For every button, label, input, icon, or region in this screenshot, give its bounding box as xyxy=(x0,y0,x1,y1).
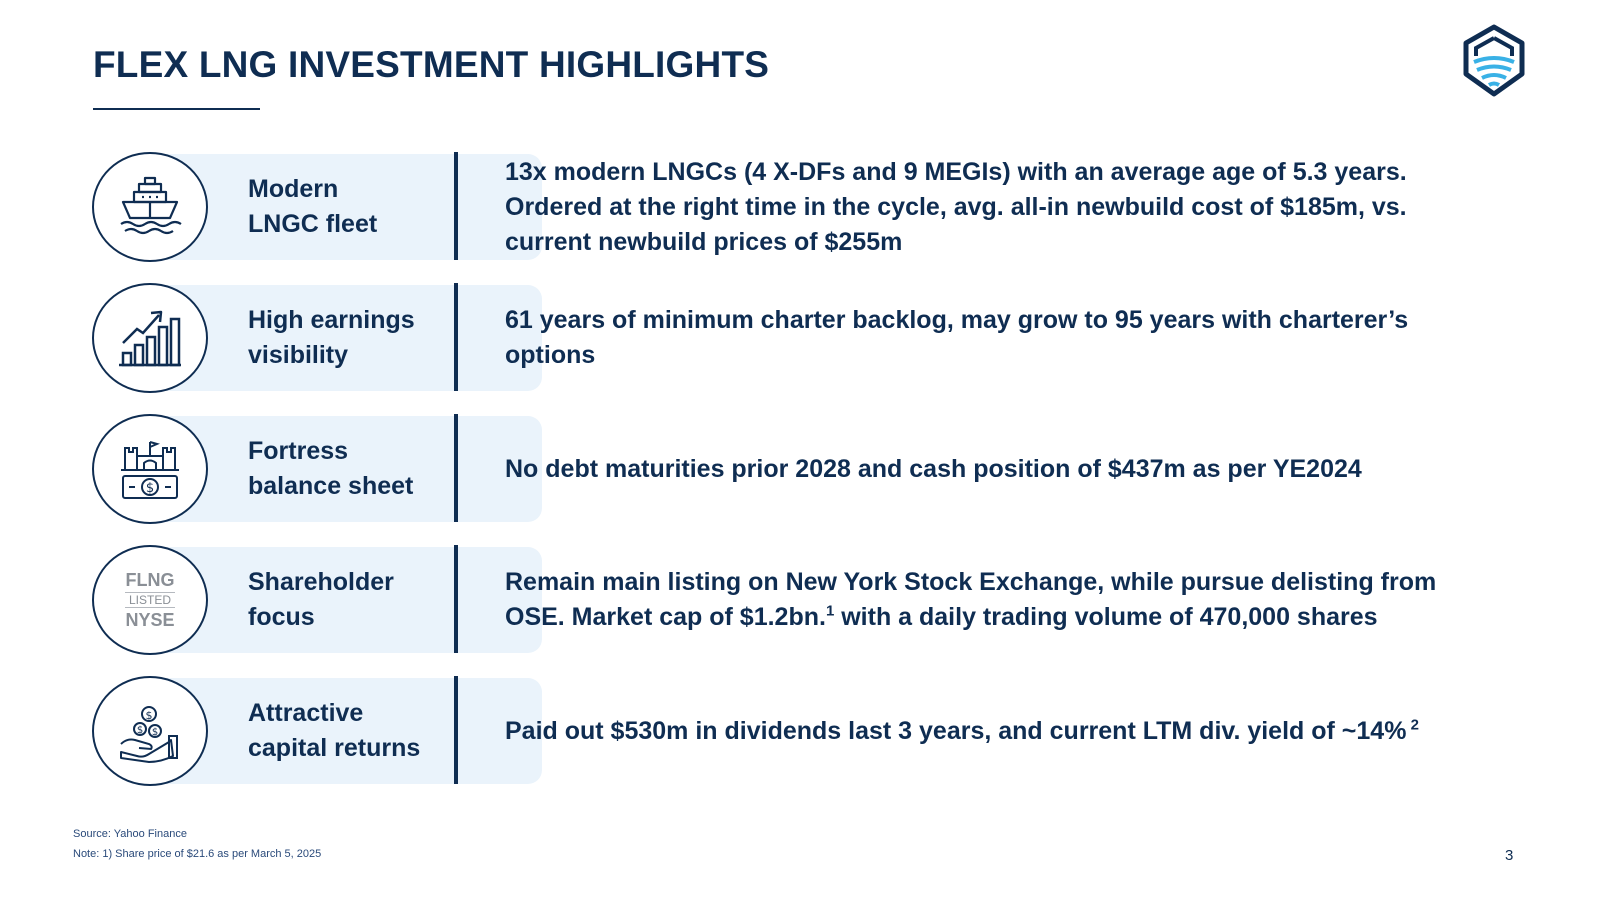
flex-lng-logo-icon xyxy=(1462,24,1526,98)
svg-text:$: $ xyxy=(151,727,159,738)
page-title: FLEX LNG INVESTMENT HIGHLIGHTS xyxy=(93,44,770,85)
ship-icon xyxy=(115,172,185,242)
growth-chart-icon xyxy=(115,303,185,373)
highlight-row-balance-sheet xyxy=(92,414,1492,524)
icon-circle xyxy=(92,545,208,655)
row-divider xyxy=(454,545,458,653)
title-underline xyxy=(93,108,260,110)
svg-text:$: $ xyxy=(136,725,144,736)
highlight-label: Modern LNGC fleet xyxy=(248,175,378,238)
highlight-row-earnings xyxy=(92,283,1492,393)
row-divider xyxy=(454,283,458,391)
footnote-ref: 1 xyxy=(825,602,835,620)
icon-circle xyxy=(92,283,208,393)
highlight-row-fleet xyxy=(92,152,1492,262)
highlight-description: Remain main listing on New York Stock Exchange, while pursue delisting from OSE. Market cap of $1.2bn.$^1$ with a daily trading volume of 470,000 shares xyxy=(505,568,1437,631)
highlight-description: 61 years of minimum charter backlog, may grow to 95 years with charterer’s options xyxy=(505,306,1409,369)
row-divider xyxy=(454,414,458,522)
icon-circle xyxy=(92,152,208,262)
svg-text:$: $ xyxy=(145,481,155,496)
highlight-row-capital-returns xyxy=(92,676,1492,786)
page-number: 3 xyxy=(1505,847,1514,864)
fortress-money-icon xyxy=(115,434,185,504)
highlight-description: No debt maturities prior 2028 and cash position of $437m as per YE2024 xyxy=(505,454,1362,483)
source-footnote: Source: Yahoo Finance xyxy=(73,828,187,840)
row-divider xyxy=(454,152,458,260)
highlight-label: High earnings visibility xyxy=(248,306,415,369)
highlight-description: 13x modern LNGCs (4 X-DFs and 9 MEGIs) with an average age of 5.3 years. Ordered at the right time in the cycle, avg. all-in newbuild cost of $185m, vs. current newbuild prices of $255m xyxy=(505,157,1407,256)
icon-circle xyxy=(92,676,208,786)
highlight-label: Shareholder focus xyxy=(248,568,394,631)
highlight-description: Paid out $530m in dividends last 3 years, and current LTM div. yield of ~14% $^2$ xyxy=(505,716,1419,745)
highlight-label: Attractive capital returns xyxy=(248,699,421,762)
highlight-row-shareholder xyxy=(92,545,1492,655)
svg-text:$: $ xyxy=(145,709,153,722)
icon-circle xyxy=(92,414,208,524)
hand-coins-icon xyxy=(115,696,185,766)
flng-listed-nyse-icon: FLNG LISTED NYSE xyxy=(125,570,175,630)
row-divider xyxy=(454,676,458,784)
highlight-label: Fortress balance sheet xyxy=(248,437,414,500)
footnote-ref: 2 xyxy=(1406,716,1419,734)
note-footnote: Note: 1) Share price of $21.6 as per March 5, 2025 xyxy=(73,848,322,860)
